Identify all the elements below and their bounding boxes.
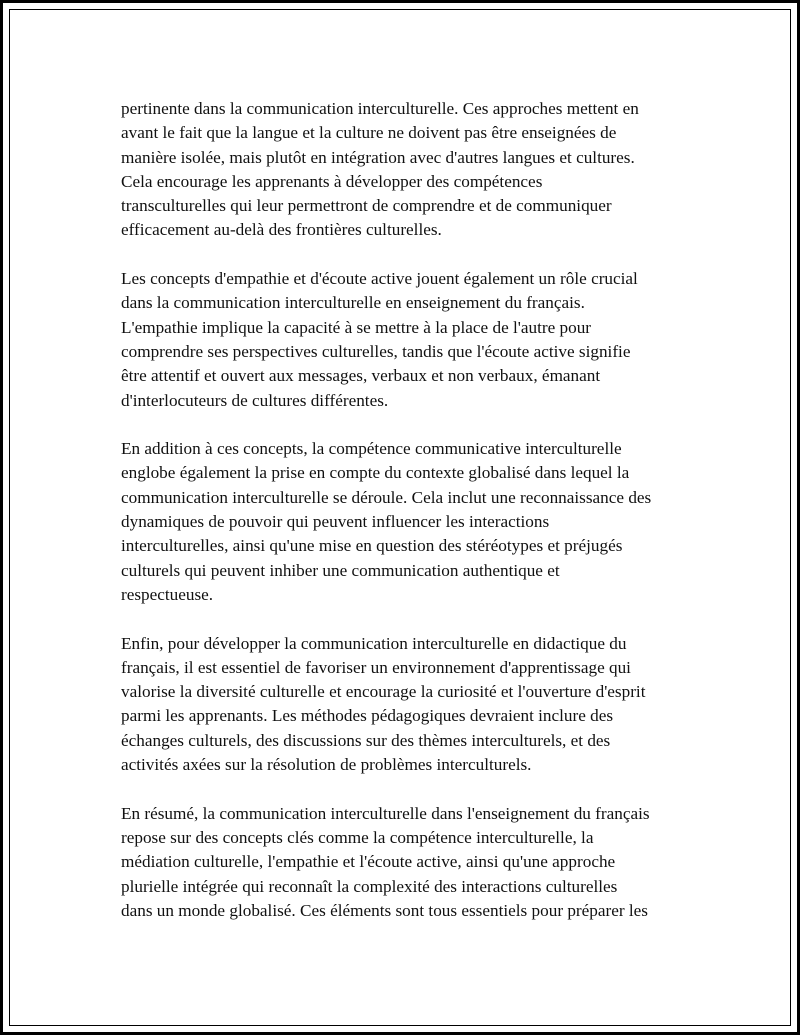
text-line: dans un monde globalisé. Ces éléments sont tous essentiels pour préparer les bbox=[121, 900, 648, 920]
text-line: d'interlocuteurs de cultures différentes. bbox=[121, 390, 389, 410]
text-line: interculturelles, ainsi qu'une mise en question des stéréotypes et préjugés bbox=[121, 536, 623, 556]
text-line: plurielle intégrée qui reconnaît la complexité des interactions culturelles bbox=[121, 876, 618, 896]
text-line: médiation culturelle, l'empathie et l'écoute active, ainsi qu'une approche bbox=[121, 852, 616, 872]
text-line: valorise la diversité culturelle et encourage la curiosité et l'ouverture d'esprit bbox=[121, 682, 646, 702]
text-line: Les concepts d'empathie et d'écoute active jouent également un rôle crucial bbox=[121, 269, 638, 289]
text-line: manière isolée, mais plutôt en intégration avec d'autres langues et cultures. bbox=[121, 147, 635, 167]
text-line: communication interculturelle se déroule. Cela inclut une reconnaissance des bbox=[121, 487, 652, 507]
text-line: être attentif et ouvert aux messages, verbaux et non verbaux, émanant bbox=[121, 366, 601, 386]
text-line: Cela encourage les apprenants à développer des compétences bbox=[121, 171, 543, 191]
paragraph-3 bbox=[121, 437, 696, 607]
document-body bbox=[121, 97, 696, 947]
text-line: englobe également la prise en compte du contexte globalisé dans lequel la bbox=[121, 463, 630, 483]
text-line: avant le fait que la langue et la culture ne doivent pas être enseignées de bbox=[121, 123, 617, 143]
text-line: transculturelles qui leur permettront de comprendre et de communiquer bbox=[121, 196, 612, 216]
text-line: culturels qui peuvent inhiber une communication authentique et bbox=[121, 560, 560, 580]
text-line: pertinente dans la communication interculturelle. Ces approches mettent en bbox=[121, 99, 639, 118]
paragraph-5 bbox=[121, 802, 696, 923]
paragraph-2 bbox=[121, 267, 696, 413]
text-line: activités axées sur la résolution de problèmes interculturels. bbox=[121, 755, 532, 775]
text-line: français, il est essentiel de favoriser un environnement d'apprentissage qui bbox=[121, 657, 631, 677]
paragraph-4 bbox=[121, 632, 696, 778]
text-line: parmi les apprenants. Les méthodes pédagogiques devraient inclure des bbox=[121, 706, 614, 726]
text-line: respectueuse. bbox=[121, 584, 214, 604]
text-line: dynamiques de pouvoir qui peuvent influencer les interactions bbox=[121, 512, 550, 532]
text-line: En résumé, la communication interculturelle dans l'enseignement du français bbox=[121, 803, 650, 823]
text-line: Enfin, pour développer la communication interculturelle en didactique du bbox=[121, 633, 627, 653]
text-line: repose sur des concepts clés comme la compétence interculturelle, la bbox=[121, 827, 594, 847]
text-line: comprendre ses perspectives culturelles, tandis que l'écoute active signifie bbox=[121, 341, 631, 361]
text-line: efficacement au-delà des frontières culturelles. bbox=[121, 220, 442, 240]
paragraph-1 bbox=[121, 97, 696, 243]
text-line: échanges culturels, des discussions sur des thèmes interculturels, et des bbox=[121, 730, 611, 750]
text-line: L'empathie implique la capacité à se mettre à la place de l'autre pour bbox=[121, 317, 592, 337]
text-line: dans la communication interculturelle en enseignement du français. bbox=[121, 293, 585, 313]
text-line: En addition à ces concepts, la compétence communicative interculturelle bbox=[121, 439, 622, 459]
